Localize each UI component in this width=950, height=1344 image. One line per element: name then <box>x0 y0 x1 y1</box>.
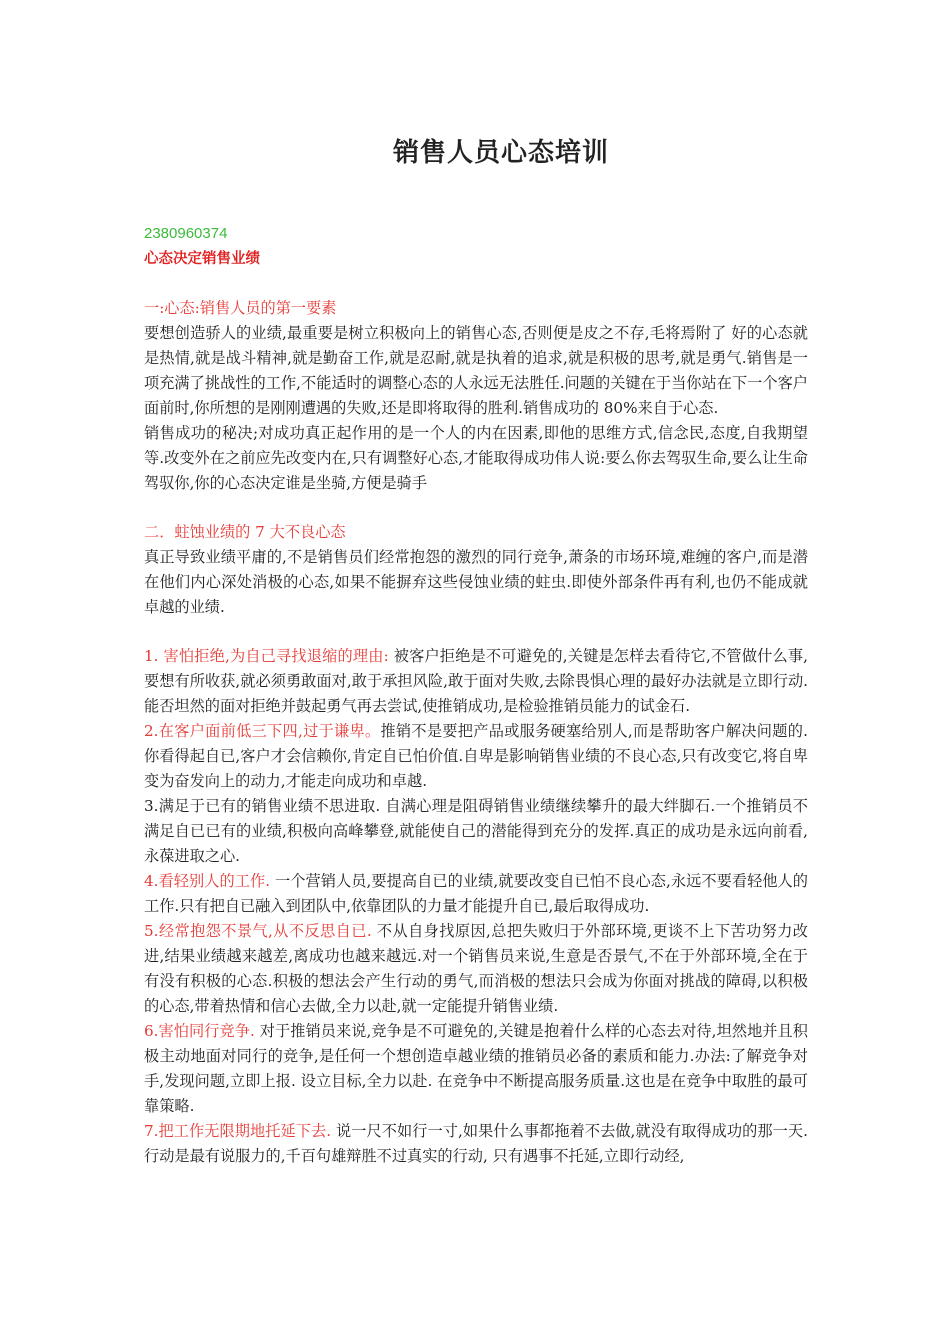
list-item-text: 对于推销员来说,竞争是不可避免的,关键是抱着什么样的心态去对待,坦然地并且积极主动地面对同行的竞争,是任何一个想创造卓越业绩的推销员必备的素质和能力.办法:了解竞争对手,发现问题,立即上报. 设立目标,全力以赴. 在竞争中不断提高服务质量.这也是在竞争中取胜的最可靠策略. <box>144 1022 808 1115</box>
section1-paragraph-2: 销售成功的秘决;对成功真正起作用的是一个人的内在因素,即他的思维方式,信念民,态度,自我期望等.改变外在之前应先改变内在,只有调整好心态,才能取得成功伟人说:要么你去驾驭生命,要么让生命驾驭你,你的心态决定谁是坐骑,方便是骑手 <box>144 424 808 492</box>
spacer <box>144 272 808 296</box>
document-code: 2380960374 <box>144 225 228 242</box>
list-item-lead: 2.在客户面前低三下四,过于谦卑。 <box>144 722 381 740</box>
list-item-4 <box>144 869 808 919</box>
list-item-3 <box>144 794 808 869</box>
spacer <box>144 496 808 520</box>
document-body <box>144 222 808 1169</box>
section1-paragraph-1: 要想创造骄人的业绩,最重要是树立积极向上的销售心态,否则便是皮之不存,毛将焉附了 好的心态就是热情,就是战斗精神,就是勤奋工作,就是忍耐,就是执着的追求,就是积极的思考,就是勇气.销售是一项充满了挑战性的工作,不能适时的调整心态的人永远无法胜任.问题的关键在于当你站在下一个客户面前时,你所想的是刚刚遭遇的失败,还是即将取得的胜利.销售成功的 80%来自于心态. <box>144 324 808 417</box>
list-item-lead: 1. 害怕拒绝,为自己寻找退缩的理由: <box>144 647 394 665</box>
list-item-6 <box>144 1019 808 1119</box>
list-item-lead: 5.经常抱怨不景气,从不反思自已. <box>144 922 377 940</box>
list-item-lead: 7.把工作无限期地托延下去. <box>144 1122 336 1140</box>
list-item-1 <box>144 644 808 719</box>
list-item-2 <box>144 719 808 794</box>
list-item-text: 3.满足于已有的销售业绩不思进取. 自满心理是阻碍销售业绩继续攀升的最大绊脚石.一个推销员不满足自已已有的业绩,积极向高峰攀登,就能使自己的潜能得到充分的发挥.真正的成功是永远向前看,永葆进取之心. <box>144 797 808 865</box>
section1-heading: 一:心态:销售人员的第一要素 <box>144 299 337 317</box>
list-item-text: 说一尺不如行一寸,如果什么事都拖着不去做,就没有取得成功的那一天.行动是最有说服力的,千百句雄辩胜不过真实的行动, 只有遇事不托延,立即行动经, <box>144 1122 808 1165</box>
list-item-text: 一个营销人员,要提高自已的业绩,就要改变自已怕不良心态,永远不要看轻他人的工作.只有把自已融入到团队中,依靠团队的力量才能提升自已,最后取得成功. <box>144 872 808 915</box>
document-subtitle: 心态决定销售业绩 <box>144 251 260 267</box>
spacer <box>144 620 808 644</box>
list-item-text: 不从自身找原因,总把失败归于外部环境,更谈不上下苦功努力改进,结果业绩越来越差,离成功也越来越远.对一个销售员来说,生意是否景气,不在于外部环境,全在于有没有积极的心态.积极的想法会产生行动的勇气,而消极的想法只会成为你面对挑战的障碍,以积极的心态,带着热情和信心去做,全力以赴,就一定能提升销售业绩. <box>144 922 808 1015</box>
list-item-text: 推销不是要把产品或服务硬塞给别人,而是帮助客户解决问题的.你看得起自已,客户才会信赖你,肯定自已怕价值.自卑是影响销售业绩的不良心态,只有改变它,将自卑变为奋发向上的动力,才能走向成功和卓越. <box>144 722 809 790</box>
page-title: 销售人员心态培训 <box>392 138 609 168</box>
section2-heading: 二．蛀蚀业绩的 7 大不良心态 <box>144 523 346 541</box>
list-item-text: 被客户拒绝是不可避免的,关键是怎样去看待它,不管做什么事,要想有所收获,就必须勇敢面对,敢于承担风险,敢于面对失败,去除畏惧心理的最好办法就是立即行动.能否坦然的面对拒绝并鼓起勇气再去尝试,使推销成功,是检验推销员能力的试金石. <box>144 647 809 715</box>
list-item-lead: 6.害怕同行竞争. <box>144 1022 260 1040</box>
list-item-lead: 4.看轻别人的工作. <box>144 872 275 890</box>
section2-intro: 真正导致业绩平庸的,不是销售员们经常抱怨的激烈的同行竞争,萧条的市场环境,难缠的客户,而是潜在他们内心深处消极的心态,如果不能摒弃这些侵蚀业绩的蛀虫.即使外部条件再有利,也仍不能成就卓越的业绩. <box>144 548 808 616</box>
list-item-7 <box>144 1119 808 1169</box>
list-item-5 <box>144 919 808 1019</box>
